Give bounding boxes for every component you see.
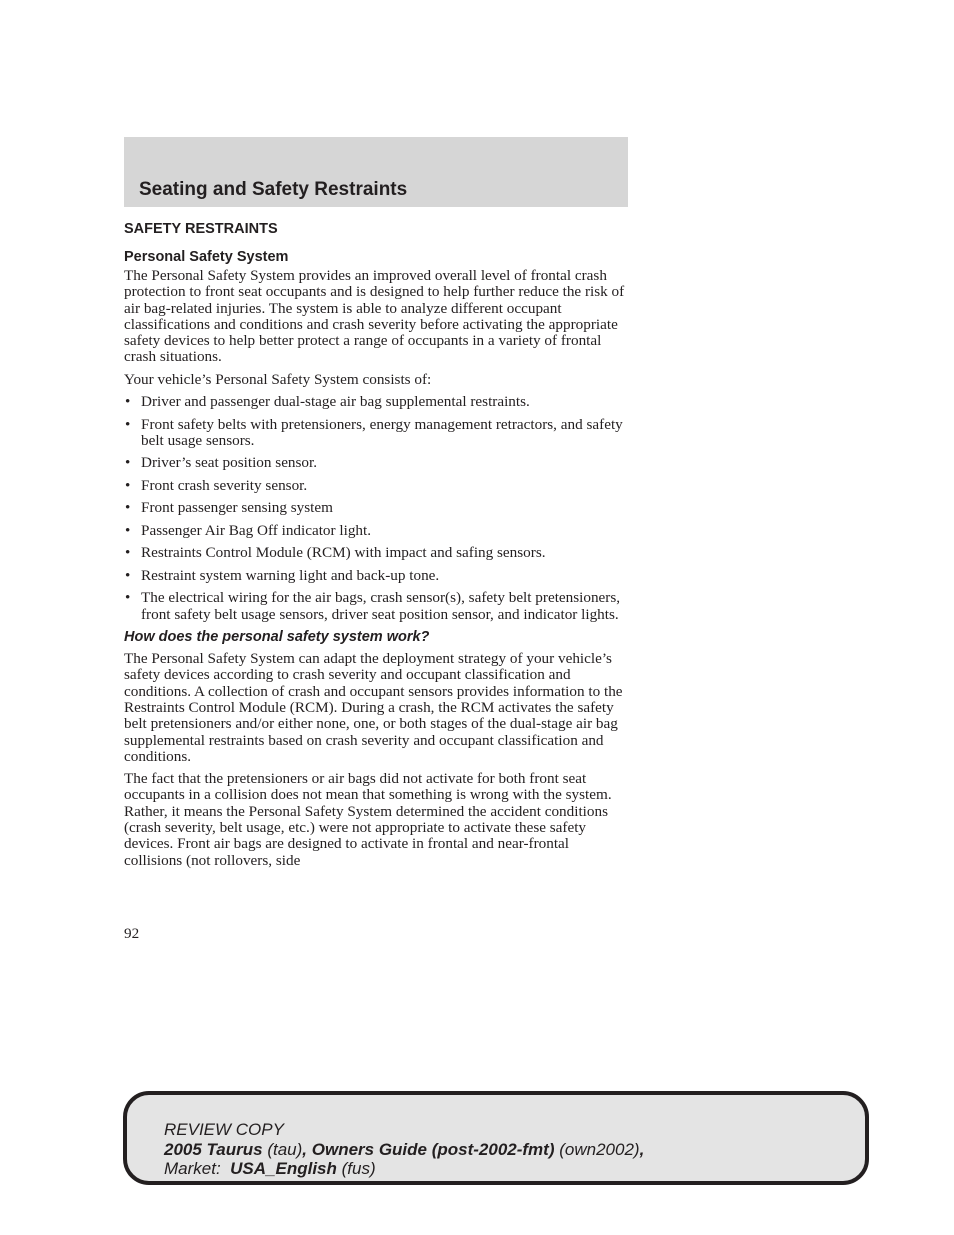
bullet-icon: • — [125, 589, 131, 607]
bullet-icon: • — [125, 566, 131, 584]
review-market-line — [164, 1159, 644, 1179]
list-item-text: The electrical wiring for the air bags, crash sensor(s), safety belt pretensioners, front safety belt usage sensors, driver seat position sensor, and indicator lights. — [141, 589, 621, 623]
page-title: Seating and Safety Restraints — [139, 179, 408, 200]
list-item-text: Driver and passenger dual-stage air bag supplemental restraints. — [141, 393, 530, 411]
review-market: USA_English — [230, 1159, 337, 1178]
review-comma: , — [639, 1139, 645, 1159]
bullet-icon: • — [125, 476, 131, 494]
main-content — [124, 220, 630, 875]
review-market-label: Market: — [164, 1159, 221, 1178]
review-guide-line — [164, 1140, 644, 1160]
list-item — [124, 545, 630, 561]
list-item-text: Front safety belts with pretensioners, energy management retractors, and safety belt usage sensors. — [141, 415, 623, 449]
review-guide-code: (own2002) — [559, 1139, 640, 1159]
review-market-code: (fus) — [341, 1159, 376, 1178]
review-vehicle: 2005 Taurus — [164, 1139, 263, 1159]
review-label-line — [164, 1120, 644, 1140]
list-item-text: Restraints Control Module (RCM) with impact and safing sensors. — [141, 544, 546, 562]
bullet-icon: • — [125, 454, 131, 472]
subheading-personal-safety-system: Personal Safety System — [124, 249, 289, 265]
bullet-icon: • — [125, 499, 131, 517]
list-item — [124, 590, 630, 623]
section-heading: SAFETY RESTRAINTS — [124, 221, 278, 237]
list-item-text: Driver’s seat position sensor. — [141, 454, 318, 472]
intro-paragraph: The Personal Safety System provides an improved overall level of frontal crash protection to front seat occupants and is designed to help further reduce the risk of air bag-related injuries. The system is able to analyze different occupant classifications and conditions and crash severity before activating the appropriate safety devices to help better protect a range of occupants in a variety of frontal crash situations. — [124, 267, 625, 366]
how-paragraph-1: The Personal Safety System can adapt the deployment strategy of your vehicle’s safety devices according to crash severity and occupant classification and conditions. A collection of crash and occupant sensors provides information to the Restraints Control Module (RCM). During a crash, the RCM activates the safety belt pretensioners and/or either none, one, or both stages of the dual-stage air bag supplemental restraints based on crash severity and occupant classification and conditions. — [124, 650, 623, 765]
bullet-icon: • — [125, 393, 131, 411]
list-item — [124, 500, 630, 516]
review-guide: , Owners Guide (post-2002-fmt) — [302, 1139, 555, 1159]
bullet-icon: • — [125, 544, 131, 562]
review-copy-box — [123, 1091, 869, 1185]
bullet-icon: • — [125, 415, 131, 433]
bullet-icon: • — [125, 521, 131, 539]
component-list — [124, 394, 630, 623]
list-item-text: Restraint system warning light and back-up tone. — [141, 566, 440, 584]
list-item — [124, 455, 630, 471]
section-header-band — [124, 137, 628, 207]
list-item — [124, 568, 630, 584]
review-vehicle-code: (tau) — [267, 1139, 303, 1159]
review-copy-text — [164, 1120, 644, 1179]
list-item-text: Front passenger sensing system — [141, 499, 333, 517]
subheading-how-it-works: How does the personal safety system work? — [124, 629, 430, 646]
list-item — [124, 478, 630, 494]
list-item-text: Front crash severity sensor. — [141, 476, 308, 494]
list-item — [124, 394, 630, 410]
how-paragraph-2: The fact that the pretensioners or air bags did not activate for both front seat occupants in a collision does not mean that something is wrong with the system. Rather, it means the Personal Safety System determined the accident conditions (crash severity, belt usage, etc.) were not appropriate to activate these safety devices. Front air bags are designed to activate in frontal and near-frontal collisions (not rollovers, side — [124, 770, 612, 869]
list-item-text: Passenger Air Bag Off indicator light. — [141, 521, 372, 539]
page-number: 92 — [124, 925, 140, 942]
list-item — [124, 417, 630, 450]
consists-of-paragraph: Your vehicle’s Personal Safety System consists of: — [124, 370, 432, 388]
review-label: REVIEW COPY — [164, 1120, 284, 1139]
list-item — [124, 523, 630, 539]
